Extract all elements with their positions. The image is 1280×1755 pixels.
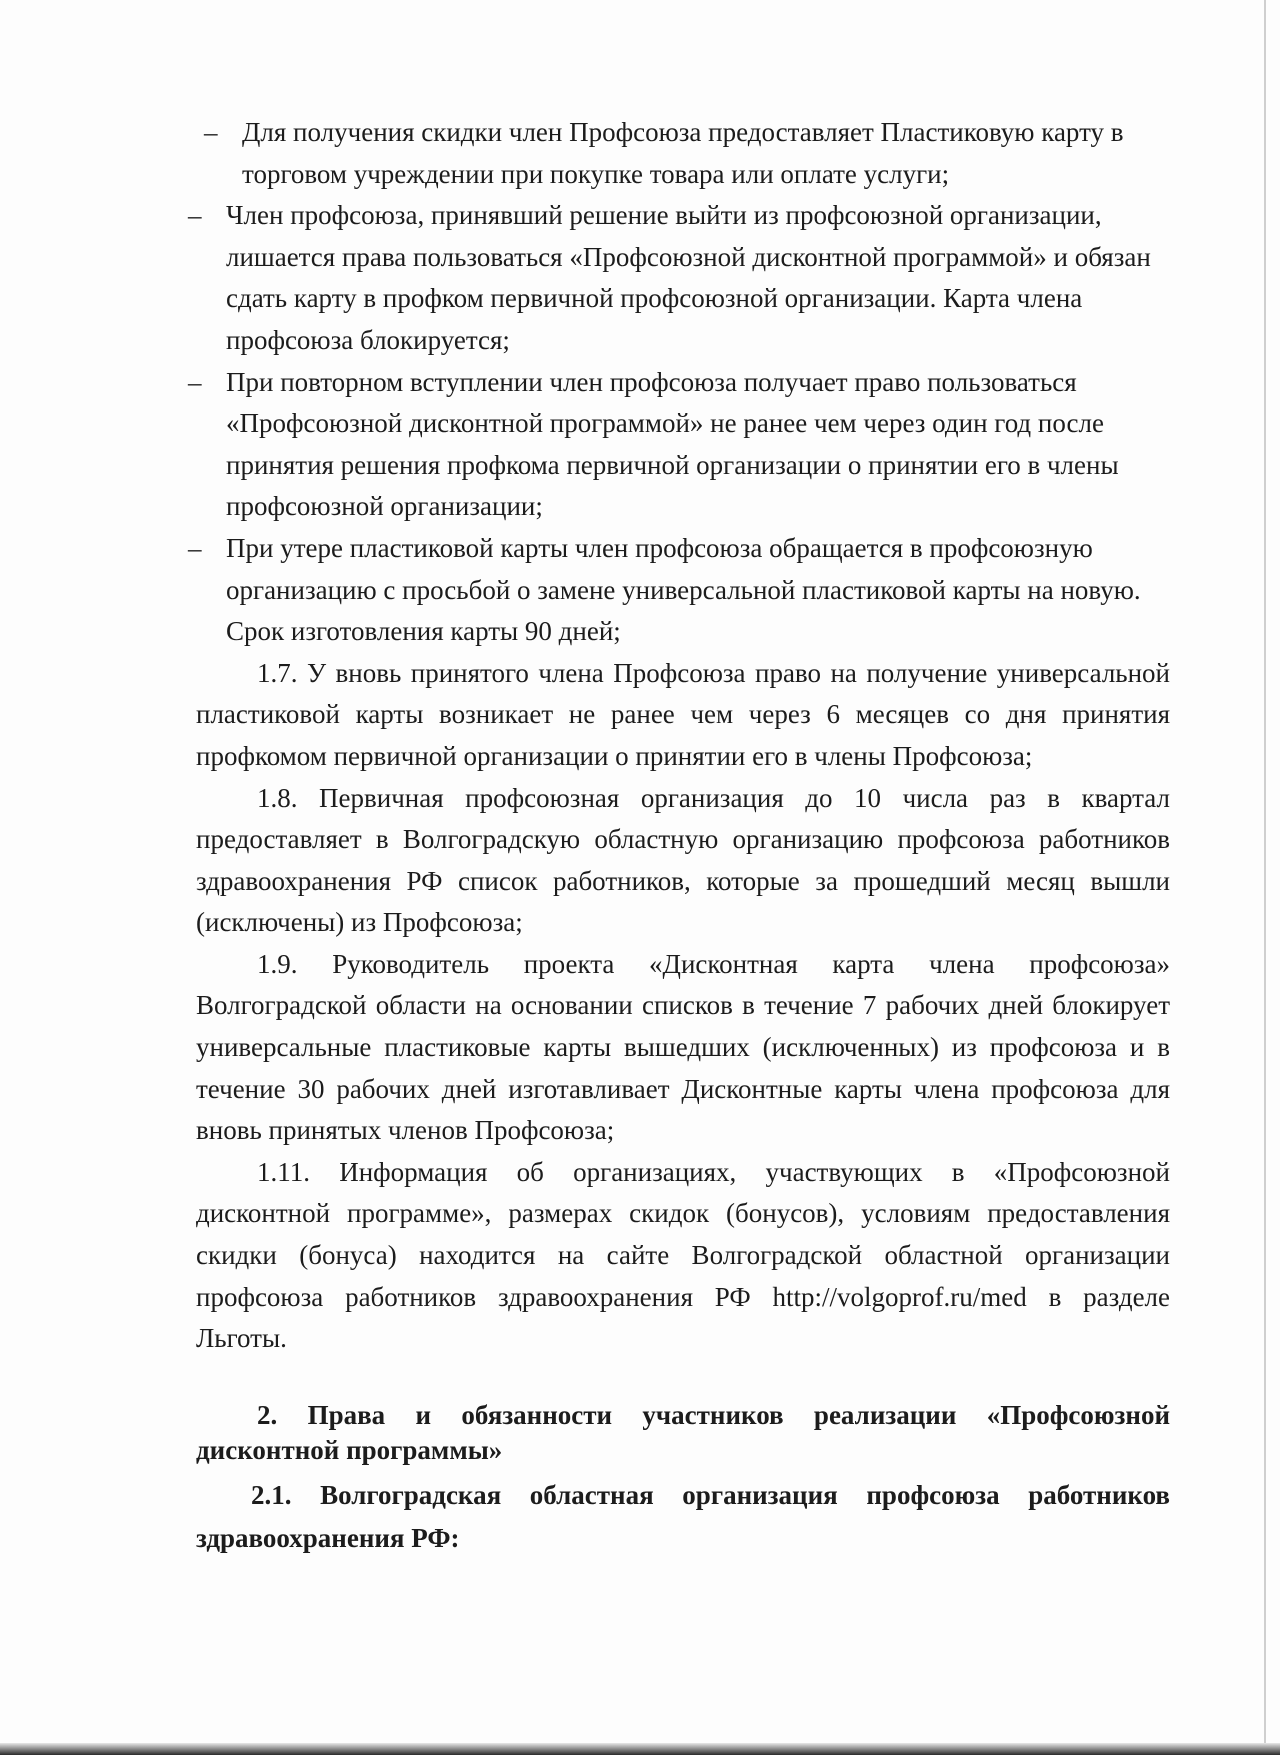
scan-edge-right <box>1264 0 1266 1755</box>
list-item-text: Для получения скидки член Профсоюза предоставляет Пластиковую карту в торговом учреждении при покупке товара или оплате услуги; <box>242 117 1124 189</box>
paragraph-1-11 <box>196 1152 1170 1360</box>
scan-edge-bottom <box>0 1743 1280 1755</box>
website-link[interactable]: http://volgoprof.ru/med <box>772 1281 1027 1312</box>
list-item <box>188 195 1170 361</box>
paragraph-1-11-tail: в разделе Льготы. <box>196 1281 1171 1354</box>
paragraph-1-9: 1.9. Руководитель проекта «Дисконтная карта члена профсоюза» Волгоградской области на основании списков в течение 7 рабочих дней блокирует универсальные пластиковые карты вышедших (исключенных) из профсоюза и в течение 30 рабочих дней изготавливает Дисконтные карты члена профсоюза для вновь принятых членов Профсоюза; <box>196 948 1170 1146</box>
section-2-heading: 2. Права и обязанности участников реализации «Профсоюзной дисконтной программы» <box>196 1399 1170 1465</box>
list-dash: – <box>188 366 202 397</box>
paragraph-1-8: 1.8. Первичная профсоюзная организация до 10 числа раз в квартал предоставляет в Волгоградскую областную организацию профсоюза работников здравоохранения РФ список работников, которые за прошедший месяц вышли (исключены) из Профсоюза; <box>196 782 1170 938</box>
paragraph-1-7: 1.7. У вновь принятого члена Профсоюза право на получение универсальной пластиковой карты возникает не ранее чем через 6 месяцев со дня принятия профкомом первичной организации о принятии его в члены Профсоюза; <box>196 657 1170 771</box>
list-item-text: При повторном вступлении член профсоюза получает право пользоваться «Профсоюзной дисконтной программой» не ранее чем через один год после принятия решения профкома первичной организации о принятии его в члены профсоюзной организации; <box>226 366 1119 522</box>
document-body <box>188 112 1171 1560</box>
section-spacer <box>196 1360 1170 1398</box>
list-item-text: Член профсоюза, принявший решение выйти из профсоюзной организации, лишается права пользоваться «Профсоюзной дисконтной программой» и обязан сдать карту в профком первичной профсоюзной организации. Карта члена профсоюза блокируется; <box>226 200 1151 355</box>
list-item <box>188 528 1170 653</box>
list-item-text: При утере пластиковой карты член профсоюза обращается в профсоюзную организацию с просьбой о замене универсальной пластиковой карты на новую. Срок изготовления карты 90 дней; <box>226 532 1141 647</box>
section-2-1-subheading: 2.1. Волгоградская областная организация профсоюза работников здравоохранения РФ: <box>196 1479 1170 1553</box>
paragraph-1-11-text: 1.11. Информация об организациях, участвующих в «Профсоюзной дисконтной программе», размерах скидок (бонусов), условиям предоставления скидки (бонуса) находится на сайте Волгоградской областной организации профсоюза работников здравоохранения РФ <box>196 1156 1170 1312</box>
list-dash: – <box>188 532 202 563</box>
list-item <box>196 112 1170 195</box>
list-dash: – <box>204 117 218 147</box>
list-item <box>188 362 1170 528</box>
list-dash: – <box>188 200 202 231</box>
